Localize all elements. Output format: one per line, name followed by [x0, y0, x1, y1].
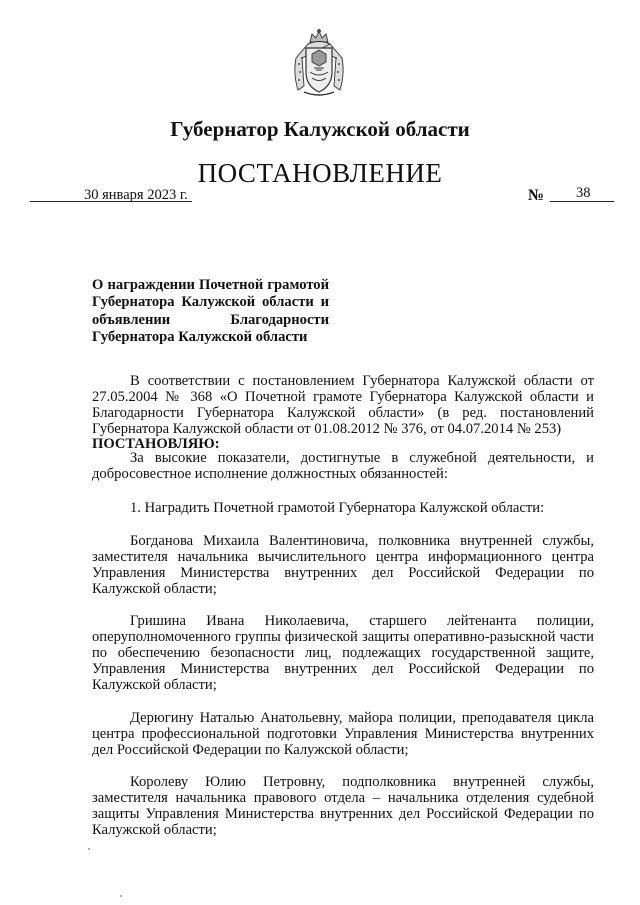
- document-number: 38: [576, 185, 591, 201]
- awardee-text: Королеву Юлию Петровну, подполковника внутренней службы, заместителя начальника правового отдела – начальника отделения судебной защиты Управления Министерства внутренних дел Российской Федерации по Калужской области;: [92, 774, 594, 838]
- document-date: 30 января 2023 г.: [84, 187, 188, 203]
- awardee-paragraph: [92, 711, 594, 759]
- coat-of-arms-icon: [290, 28, 348, 98]
- number-label: №: [528, 187, 545, 204]
- awardee-text: Гришина Ивана Николаевича, старшего лейтенанта полиции, оперуполномоченного группы физической защиты оперативно-разыскной части по обеспечению безопасности лиц, подлежащих государственной защите, Управления Министерства внутренних дел Российской Федерации по Калужской области;: [92, 613, 594, 693]
- document-subject: О награждении Почетной грамотой Губернатора Калужской области и объявлении Благодарности Губернатора Калужской области: [92, 277, 329, 345]
- resolve-heading: ПОСТАНОВЛЯЮ:: [92, 436, 220, 452]
- scan-speck: [120, 895, 122, 897]
- awardee-text: Дерюгину Наталью Анатольевну, майора полиции, преподавателя цикла центра профессиональной подготовки Управления Министерства внутренних дел Российской Федерации по Калужской области;: [92, 710, 594, 758]
- document-type: ПОСТАНОВЛЕНИЕ: [197, 158, 443, 188]
- awardee-paragraph: [92, 614, 594, 694]
- issuer-title: Губернатор Калужской области: [170, 117, 470, 141]
- scan-speck: [88, 848, 90, 850]
- basis-text: В соответствии с постановлением Губернатора Калужской области от 27.05.2004 № 368 «О Почетной грамоте Губернатора Калужской области и Благодарности Губернатора Калужской области» (в ред. постановлений Губернатора Калужской области от 01.08.2012 № 376, от 04.07.2014 № 253): [92, 373, 594, 437]
- awardee-paragraph: [92, 775, 594, 839]
- basis-paragraph: [92, 374, 594, 438]
- awardee-paragraph: [92, 534, 594, 598]
- awardee-text: Богданова Михаила Валентиновича, полковника внутренней службы, заместителя начальника вычислительного центра информационного центра Управления Министерства внутренних дел Российской Федерации по Калужской области;: [92, 533, 594, 597]
- merits-text: За высокие показатели, достигнутые в служебной деятельности, и добросовестное исполнение должностных обязанностей:: [92, 450, 594, 482]
- merits-paragraph: [92, 451, 594, 483]
- item-1-heading: 1. Наградить Почетной грамотой Губернатора Калужской области:: [130, 500, 545, 516]
